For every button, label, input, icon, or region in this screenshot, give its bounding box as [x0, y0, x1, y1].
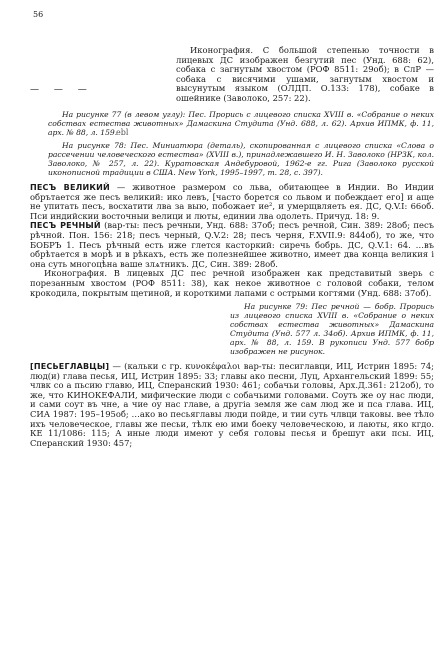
figure-77-caption-text: На рисунке 77 (в левом углу): Пес. Прорись с лицевого списка XVIII в. «Собрание о неких собствах естества животных» Дамаскина Студита (Унд. 688, л. 62). Архив ИПМК, ф. 11, арх. № 88, л. 159.	[48, 110, 434, 137]
figure-78-caption	[48, 141, 434, 177]
entry-pes-rechnyy	[30, 221, 434, 269]
entry-pesieglavtsy	[30, 362, 434, 448]
iconography-paragraph: Иконография. В лицевых ДС пес речной изображен как представитый зверь с порезанным хвостом (РОФ 8511: 38), как некое животное с головой собаки, телом крокодила, покрытым щетиной, и короткими лапами с острыми когтями (Унд. 688: 37об).	[30, 268, 434, 298]
dictionary-entries	[30, 183, 434, 298]
entry-headword: [ПЕСЬЕГЛАВЦЫ]	[30, 362, 110, 371]
entry-text: (вар-ты: песъ речныи, Унд. 688: 37об; песъ речной, Син. 389: 28об; песъ рѣчной. Пон. 156: 218; песъ черный, Q.V.2: 28; песъ черня, F.XVII.9: 844об), то же, что БОБРЪ 1. Песъ рѣчный есть иже глется касторкий: сиречь бобрь. ДС, Q.V.1: 64. …въ обрѣтается в морѣ и в рѣкахъ, есть же полезнейшее животно, имеет два конца великия і она суть многоцѣна ваше злѧтникъ. ДС, Син. 389: 28об.	[30, 220, 434, 269]
figure-79-caption	[230, 302, 434, 356]
top-paragraph	[176, 46, 434, 104]
top-paragraph-text: Иконография. С большой степенью точности в лицевых ДС изображен безгутий пес (Унд. 688: 62), собака с загнутым хвостом (РОФ 8511: 29об); в СлР — собака с висячими ушами, загнутым хвостом и высунутым языком (ОЛДП. О.133: 178), собаке в ошейнике (Заволоко, 257: 22).	[176, 45, 434, 103]
entry-pes-velikiy	[30, 183, 434, 221]
entry-headword: ПЕСЪ РЕЧНЫЙ	[30, 221, 101, 231]
entry-text: — животное размером со льва, обитающее в Индии. Во Индии обрътается же песъ великий: ико левъ, [часто борется со львом и побеждает его] и аще не упитать песъ, восхатити лва за выю, побожает ие², и умерщвляеть ея. ДС, Q.V.I: 66об. Пси индийскии восточныи велици и люты, единии лва одолеть. Причуд. 18: 9.	[30, 182, 435, 221]
entry-text: — (кальки с гр. κυνοκέφαλοι вар-ты: песиглавци, ИЦ, Истрин 1895: 74; люд(и) глава песья, ИЦ, Истрин 1895: 33; главы ако песни, Луц, Архангельский 1899: 55; члвк со а пьсию главю, ИЦ, Сперанский 1930: 461; собачьи головы, Арх.Д.361: 212об), то же, что КИНОКЕФАЛИ, мифические люди с собачьими головами. Соуть же оу нас люди, и сами соут въ чне, а чие оу нас главе, а другіа земля же сам люд же и пса глава. ИЦ, СИА 1987: 195–195об; …ако во песьяглавы люди пойде, и тии суть члвци таковы. вее тѣло ихъ человеческое, главы же песьи, тѣлк ею ими боеку человеческою, и лаюты, яко кгдо. КЕ 11/1086: 115; А иные люди имеют у себя головы песья и брешут аки псы. ИЦ, Сперанский 1930: 457;	[30, 361, 434, 448]
figure-77-caption	[48, 110, 434, 137]
page-number: 56	[33, 10, 44, 19]
entry-headword: ПЕСЪ ВЕЛИКИЙ	[30, 183, 110, 192]
figure-79-caption-text: На рисунке 79: Пес речной — бобр. Прорись из лицевого списка XVIII в. «Собрание о неких собствах естества животных» Дамаскина Студита (Унд. 577 л. 34об). Архив ИПМК, ф. 11, арх. № 88, л. 159. В рукописи Унд. 577 бобр изображен не рисунок.	[230, 302, 434, 356]
bottom-entry	[30, 362, 434, 448]
figure-78-caption-text: На рисунке 78: Пес. Миниатюра (деталь), скопированная с лицевого списка «Слова о рассечении человеческого естества» (XVIII в.), принадлежавшего И. Н. Заволоко (НРЗК, кол. Заволоко, № 257, л. 22). Куратовская Андебуровой, 1962-е гг. Рига (Заволоко русской иконописной традиции в США. New York, 1995–1997, т. 28, с. 397).	[48, 141, 434, 177]
figure-mark: ebl	[116, 128, 129, 137]
figure-placeholder: — — —	[30, 85, 93, 95]
